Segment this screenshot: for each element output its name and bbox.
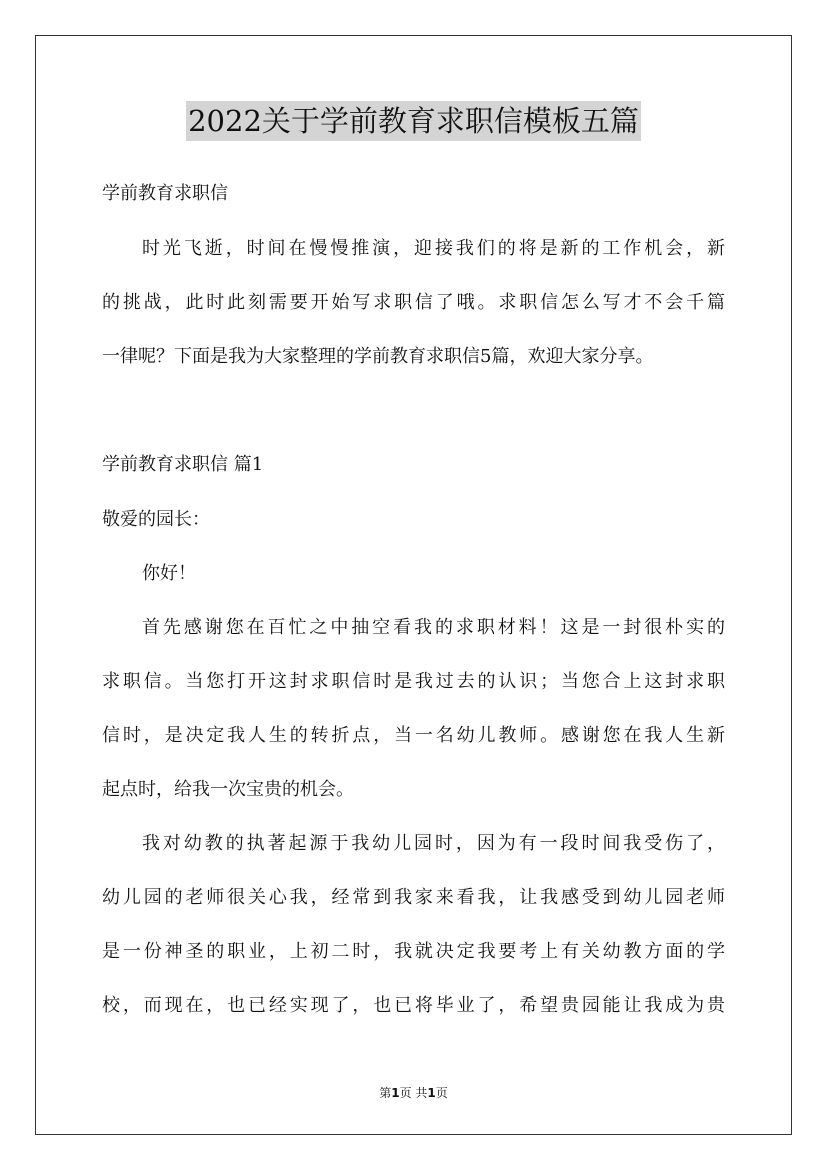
para1-line-1: 首先感谢您在百忙之中抽空看我的求职材料！这是一封很朴实的 [142,617,725,638]
para1-line-2: 求职信。当您打开这封求职信时是我过去的认识；当您合上这封求职 [102,671,725,692]
para2-line-4: 校，而现在，也已经实现了，也已将毕业了，希望贵园能让我成为贵 [102,995,725,1016]
para2-line-1: 我对幼教的执著起源于我幼儿园时，因为有一段时间我受伤了， [142,833,725,854]
page-mid: 页 共 [399,1086,428,1100]
para1-line-4: 起点时，给我一次宝贵的机会。 [102,779,354,800]
para1-line-3: 信时，是决定我人生的转折点，当一名幼儿教师。感谢您在我人生新 [102,725,725,746]
page-current: 1 [391,1086,400,1100]
salutation: 敬爱的园长： [102,509,210,530]
document-title: 2022关于学前教育求职信模板五篇 [186,101,641,141]
page-footer [0,1085,827,1101]
greeting: 你好！ [142,563,196,584]
intro-line-1: 时光飞逝，时间在慢慢推演，迎接我们的将是新的工作机会，新 [142,238,725,259]
page-suffix: 页 [435,1086,448,1100]
page-prefix: 第 [379,1086,392,1100]
intro-line-2: 的挑战，此时此刻需要开始写求职信了哦。求职信怎么写才不会千篇 [102,292,725,313]
para2-line-3: 是一份神圣的职业，上初二时，我就决定我要考上有关幼教方面的学 [102,941,725,962]
intro-line-3: 一律呢？下面是我为大家整理的学前教育求职信5篇，欢迎大家分享。 [102,346,654,367]
page-total: 1 [427,1086,436,1100]
title-container [0,101,827,141]
article-heading: 学前教育求职信 篇1 [102,454,264,475]
para2-line-2: 幼儿园的老师很关心我，经常到我家来看我，让我感受到幼儿园老师 [102,887,725,908]
section-heading: 学前教育求职信 [102,183,228,204]
